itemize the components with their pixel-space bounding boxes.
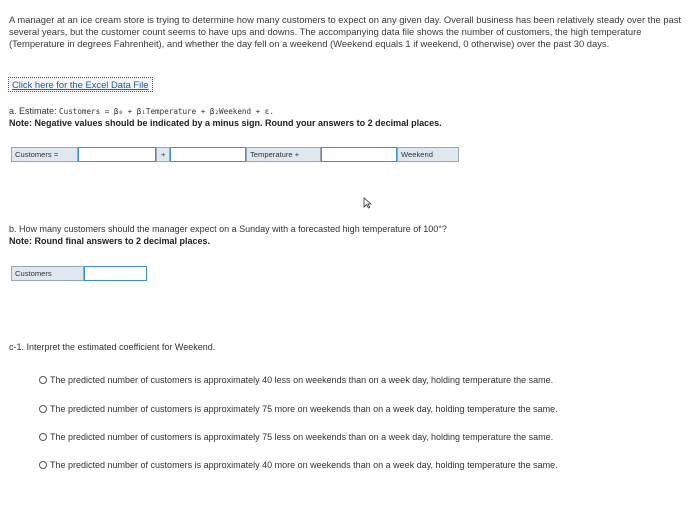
option-text: The predicted number of customers is approximately 40 less on weekends than on a week day, holding temperature the same.	[50, 375, 554, 385]
problem-intro: A manager at an ice cream store is trying to determine how many customers to expect on any given day. Overall business has been relatively steady over the past several years, but the customer count seems to have ups and downs. The accompanying data file shows the number of customers, the high temperature (Temperature in degrees Fahrenheit), and whether the day fell on a weekend (Weekend equals 1 if weekend, 0 otherwise) over the past 30 days.	[9, 14, 682, 50]
radio-icon[interactable]	[39, 405, 47, 413]
radio-icon[interactable]	[39, 433, 47, 441]
weekend-coef-input[interactable]	[321, 147, 397, 162]
option-text: The predicted number of customers is approximately 75 more on weekends than on a week day, holding temperature the same.	[50, 404, 558, 414]
part-b-question: b. How many customers should the manager expect on a Sunday with a forecasted high temperature of 100°?	[9, 224, 447, 234]
excel-data-link[interactable]: Click here for the Excel Data File	[8, 77, 153, 92]
mouse-cursor-icon	[363, 197, 372, 209]
intercept-input[interactable]	[78, 147, 156, 162]
option-text: The predicted number of customers is approximately 75 less on weekends than on a week day, holding temperature the same.	[50, 432, 554, 442]
part-a-equation: Customers = β₀ + β₁Temperature + β₂Weekend + ε.	[59, 107, 274, 116]
part-c1-question: c-1. Interpret the estimated coefficient for Weekend.	[9, 342, 216, 352]
option-3[interactable]	[39, 432, 624, 444]
part-b-note: Note: Round final answers to 2 decimal places.	[9, 236, 211, 246]
option-text: The predicted number of customers is approximately 40 more on weekends than on a week day, holding temperature the same.	[50, 460, 558, 470]
radio-icon[interactable]	[39, 461, 47, 469]
part-a-prefix: a. Estimate:	[9, 106, 57, 116]
temperature-plus-label: Temperature +	[246, 147, 321, 162]
radio-icon[interactable]	[39, 376, 47, 384]
plus-label: +	[156, 147, 170, 162]
customers-equals-label: Customers =	[11, 147, 78, 162]
customers-answer-input[interactable]	[84, 266, 147, 281]
part-a-question	[9, 106, 274, 116]
option-4[interactable]	[39, 460, 624, 472]
part-a-note: Note: Negative values should be indicated by a minus sign. Round your answers to 2 decimal places.	[9, 118, 442, 128]
option-1[interactable]	[39, 375, 624, 387]
temperature-coef-input[interactable]	[170, 147, 246, 162]
option-2[interactable]	[39, 404, 624, 416]
customers-label: Customers	[11, 266, 84, 281]
weekend-label: Weekend	[397, 147, 459, 162]
